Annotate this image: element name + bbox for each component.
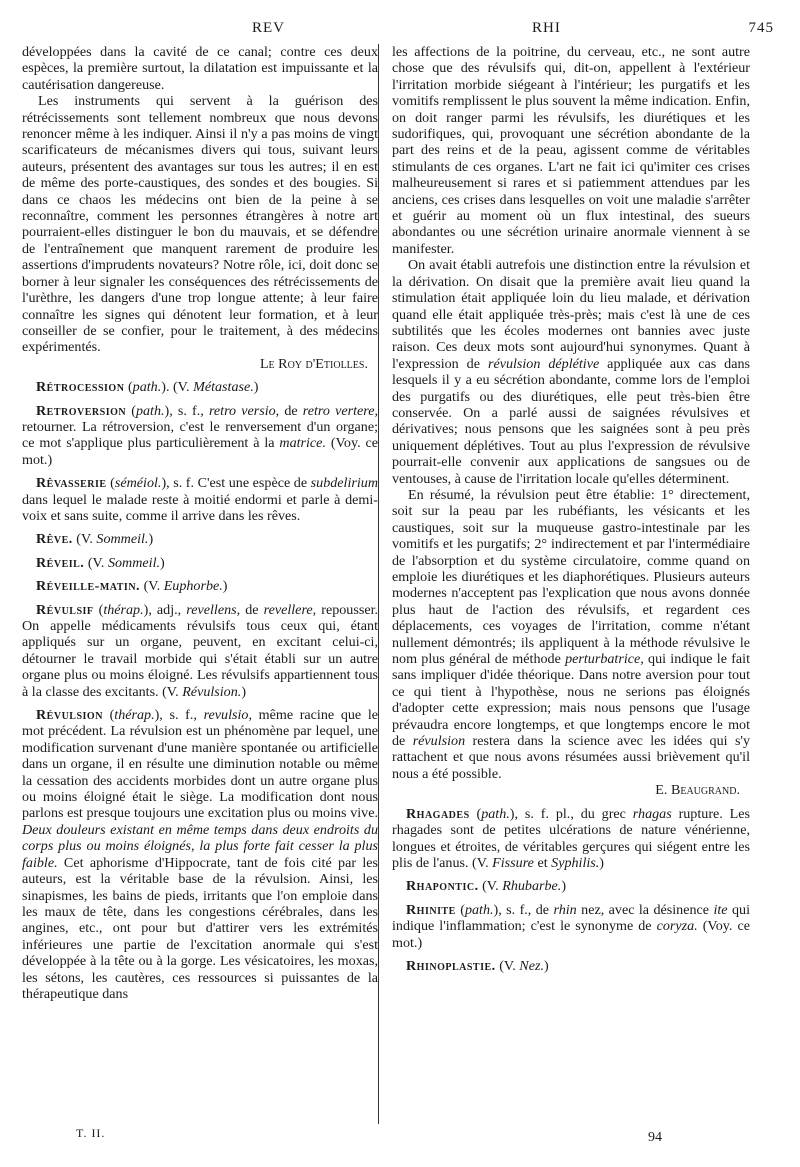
entry-reveil: Réveil. (V. Sommeil.) <box>36 554 165 571</box>
headword: Retroversion <box>36 402 127 419</box>
header-center-word: RHI <box>532 20 561 36</box>
author-signature: Le Roy d'Etiolles. <box>259 355 368 372</box>
paragraph: développées dans la cavité de ce canal; contre ces deux espèces, la première surtout, la dilatation est impuissante et la cautérisation dangereuse. <box>22 44 378 93</box>
paragraph: les affections de la poitrine, du cerveau, etc., ne sont autre chose que des révulsifs qui, dit-on, appellent à l'extérieur l'irritation morbide siégeant à l'intérieur; les purgatifs et les vomitifs remplissent le plus souvent la même indication. Enfin, on doit ranger parmi les révulsifs, les diurétiques et les sudorifiques, qui, provoquant une sécrétion abondante de la part des reins et de la peau, agissent comme de véritables stimulants de ces organes. L'art ne fait ici qu'imiter ces crises malheureusement si rares et si patiemment attendues par les anciens, ces crises dans lesquelles on voit une maladie s'arrêter et guérir au moment où un flux intestinal, des sueurs abondantes ou une sécrétion urinaire anormale viennent à se manifester. <box>392 44 750 257</box>
entry-rhinoplastie: Rhinoplastie. (V. Nez.) <box>406 957 549 974</box>
left-column <box>22 44 378 1002</box>
entry-rhapontic: Rhapontic. (V. Rhubarbe.) <box>406 878 567 895</box>
header-left-word: REV <box>252 20 285 36</box>
headword: Révulsion <box>36 707 103 724</box>
volume-mark: T. II. <box>76 1126 106 1140</box>
paragraph: On avait établi autrefois une distinction entre la révulsion et la dérivation. On disait que la première avait lieu quand la stimulation était appliquée loin du lieu malade, et dérivation quand elle était appliquée très-près; mais c'est là une de ces subtilités que les écoles modernes ont bannies avec juste raison. Ces deux mots sont aujourd'hui synonymes. Quant à l'expression de révulsion déplétive appliquée aux cas dans lesquels il y a eu sécrétion abondante, comme lors de l'emploi des purgatifs ou des diurétiques, elle peut très-bien être conservée. On a parlé aussi de saignées révulsives et dérivatives; nous pensons que les saignées sont à peu près uniquement déplétives. Tout au plus l'expression de révulsive pourrait-elle convenir aux applications de sangsues ou de ventouses, à cause de l'irritation locale qu'elles déterminent. <box>392 257 751 487</box>
running-head <box>22 20 778 44</box>
page-number: 745 <box>748 20 774 36</box>
headword: Rhinite <box>406 901 456 918</box>
entry-retrocession: Rétrocession (path.). (V. Métastase.) <box>36 379 259 396</box>
headword: Rêve. <box>36 531 73 548</box>
entry-rhagades: Rhagades (path.), s. f. pl., du grec rhagas rupture. Les rhagades sont de petites ulcérations de nature vénérienne, longues et étroites, de véritables gerçures qui siégent entre les plis de l'anus. (V. Fissure et Syphilis.) <box>392 805 751 871</box>
headword: Révulsif <box>36 601 94 618</box>
signature-mark: 94 <box>648 1130 662 1145</box>
entry-rhinite: Rhinite (path.), s. f., de rhin nez, avec la désinence ite qui indique l'inflammation; c'est le synonyme de coryza. (Voy. ce mot.) <box>392 901 750 951</box>
headword: Rétrocession <box>36 379 125 396</box>
paragraph: Les instruments qui servent à la guérison des rétrécissements sont tellement nombreux que nous devons renoncer même à les indiquer. Ainsi il n'y a pas moins de vingt scarificateurs de mécanismes divers qui tous, suivant leurs auteurs, présentent des avantages sur tous les autres; il en est de même des porte-caustiques, des sondes et des bougies. Si dans ce chaos les médecins ont bien de la peine à se reconnaître, comment les personnes étrangères à notre art pourraient-elles distinguer le bon du mauvais, et se défendre de l'entraînement que manquent rarement de produire les assertions d'imprudents novateurs? Notre rôle, ici, doit donc se borner à leur signaler les conséquences des rétrécissements de l'urèthre, les dangers d'une trop longue attente; à leur faire connaître les signes qui dénotent leur formation, et à leur conseiller de se confier, pour le traitement, à des médecins expérimentés. <box>22 93 378 356</box>
author-signature: E. Beaugrand. <box>655 782 740 799</box>
headword: Rhapontic. <box>406 878 479 895</box>
headword: Réveille-matin. <box>36 578 141 595</box>
headword: Rhinoplastie. <box>406 957 496 974</box>
entry-revulsif: Révulsif (thérap.), adj., revellens, de revellere, repousser. On appelle médicaments révulsifs tous ceux qui, étant appliqués sur un organe, peuvent, en excitant celui-ci, détourner le travail morbide qui s'était établi sur un autre organe plus ou moins éloigné. Les révulsifs appartiennent tous à la classe des excitants. (V. Révulsion.) <box>22 601 379 700</box>
entry-revasserie: Rêvasserie (séméiol.), s. f. C'est une espèce de subdelirium dans lequel le malade reste à moitié endormi et parle à demi-voix et sans suite, comme il arrive dans les rêves. <box>22 475 378 524</box>
right-column <box>392 44 750 974</box>
entry-revulsion: Révulsion (thérap.), s. f., revulsio, même racine que le mot précédent. La révulsion est un phénomène par lequel, une modification survenant d'une manière spontanée ou artificielle dans un organe, il en résulte une diminution notable ou même la cessation des accidents morbides dont un autre organe plus ou moins éloigné était le siège. La modification dont nous parlons est presque toujours une excitation plus ou moins vive. Deux douleurs existant en même temps dans deux endroits du corps plus ou moins éloignés, la plus forte fait cesser la plus faible. Cet aphorisme d'Hippocrate, tant de fois cité par les auteurs, est la véritable base de la révulsion. Ainsi, les sinapismes, les bains de pieds, irritants que l'on emploie dans les maux de tête, dans les congestions cérébrales, dans les angines, etc., ont pour but d'attirer vers les extrémités inférieures une partie de l'excitation anormale qui s'est développée à la tête ou à la gorge. Les vésicatoires, les moxas, les sétons, les cautères, ces ressources si puissantes de la thérapeutique dans <box>22 707 378 1002</box>
headword: Réveil. <box>36 554 85 571</box>
entry-reveille-matin: Réveille-matin. (V. Euphorbe.) <box>36 578 228 595</box>
headword: Rhagades <box>406 805 470 822</box>
headword: Rêvasserie <box>36 475 107 492</box>
paragraph: En résumé, la révulsion peut être établie: 1° directement, soit sur la peau par les rubéfiants, les vésicants et les caustiques, soit sur la muqueuse gastro-intestinale par les vomitifs et les purgatifs; 2° indirectement et par l'intermédiaire de l'absorption et du système circulatoire, comme quand on emploie les diurétiques et les diaphorétiques. Plusieurs auteurs modernes n'acceptent pas l'explication que nous avons donnée plus haut de l'action des révulsifs, et regardent ces déplacements, ces voyages de l'irritation, comme n'étant nullement démontrés; ils appliquent à la méthode révulsive le nom plus général de méthode perturbatrice, qui indique le fait sans impliquer d'idée théorique. Dans notre aversion pour tout ce qui tient à l'hypothèse, nous ne serions pas éloignés d'adopter cette expression; mais nous pensons que l'usage prévaudra encore longtemps, et que longtemps encore le mot de révulsion restera dans la science avec les idées qui s'y rattachent et que nous avons résumées aussi brièvement qu'il nous a été possible. <box>392 486 751 782</box>
entry-retroversion: Retroversion (path.), s. f., retro versio, de retro vertere, retourner. La rétroversion, c'est le renversement d'un organe; ce mot s'applique plus particulièrement à la matrice. (Voy. ce mot.) <box>22 402 378 468</box>
column-divider <box>378 44 379 1124</box>
entry-reve: Rêve. (V. Sommeil.) <box>36 531 154 548</box>
